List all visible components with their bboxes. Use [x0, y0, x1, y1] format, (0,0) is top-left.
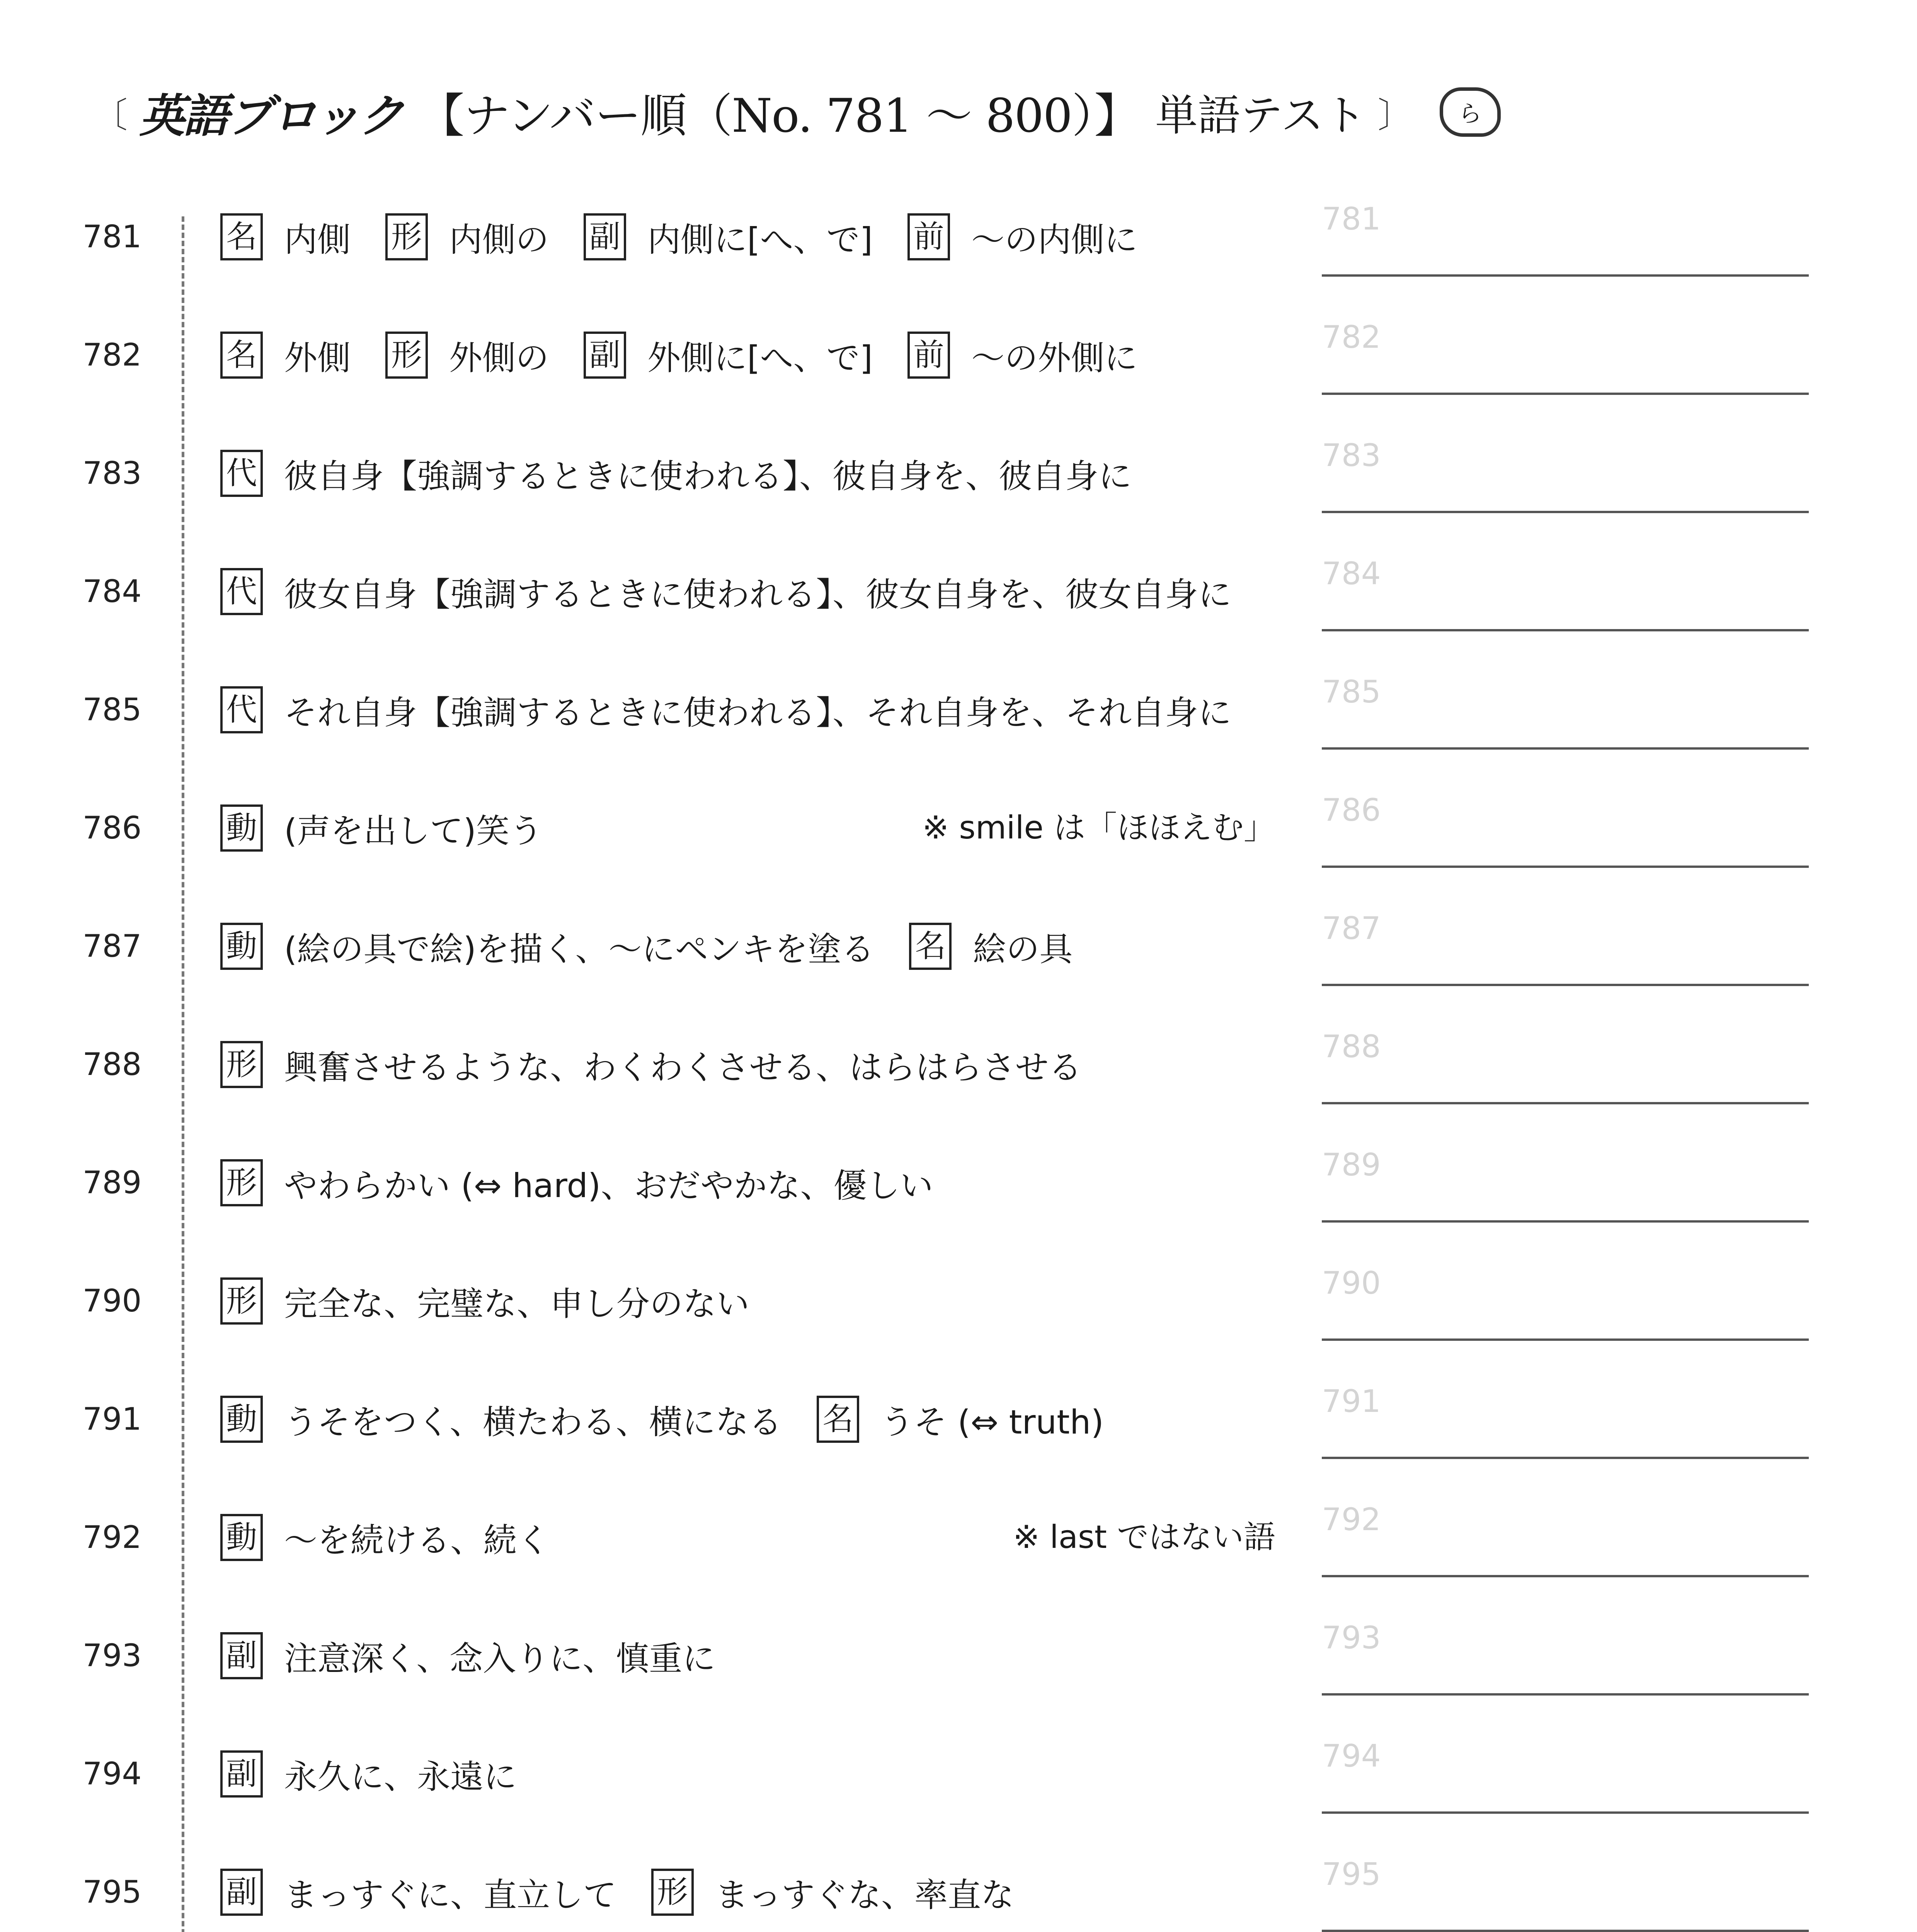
- definition-segment: [220, 1041, 1082, 1088]
- item-number: 781: [82, 219, 142, 255]
- part-of-speech-badge: 名: [909, 923, 952, 970]
- item-number: 792: [82, 1519, 142, 1555]
- usage-note: ※ last ではない語: [1013, 1519, 1275, 1556]
- item-number: 793: [82, 1638, 142, 1673]
- definition-segment: [909, 922, 1073, 970]
- item-number: 795: [82, 1874, 142, 1910]
- part-of-speech-badge: 副: [220, 1632, 263, 1679]
- page-header: [81, 73, 1782, 151]
- definition-text: 永久に、永遠に: [284, 1758, 517, 1796]
- definition: [220, 296, 1287, 414]
- definition-text: ～の内側に: [971, 221, 1138, 259]
- definition: [220, 1124, 1287, 1242]
- answer-line[interactable]: [1322, 1383, 1809, 1459]
- part-of-speech-badge: 動: [220, 923, 263, 970]
- answer-ghost-number: 793: [1322, 1620, 1381, 1656]
- definition-segment: [220, 1514, 550, 1561]
- word-row: [0, 1715, 1917, 1833]
- word-row: [0, 1478, 1917, 1597]
- part-of-speech-badge: 代: [220, 568, 263, 615]
- word-row: [0, 1124, 1917, 1242]
- definition: [220, 1242, 1287, 1360]
- part-of-speech-badge: 前: [907, 332, 950, 379]
- part-of-speech-badge: 動: [220, 804, 263, 852]
- answer-line[interactable]: [1322, 1147, 1809, 1223]
- header-bracket-left: 〔: [93, 95, 128, 136]
- part-of-speech-badge: 動: [220, 1514, 263, 1561]
- definition-segment: [220, 686, 1231, 734]
- definition: [220, 1597, 1287, 1715]
- part-of-speech-badge: 副: [220, 1869, 263, 1916]
- answer-line[interactable]: [1322, 437, 1809, 513]
- answer-ghost-number: 785: [1322, 674, 1381, 710]
- definition-text: まっすぐな、率直な: [715, 1876, 1014, 1915]
- item-number: 788: [82, 1046, 142, 1082]
- definition-text: ～の外側に: [971, 339, 1138, 378]
- word-row: [0, 1597, 1917, 1715]
- definition-segment: [220, 331, 351, 379]
- definition-segment: [220, 1159, 933, 1207]
- item-number: 786: [82, 810, 142, 846]
- word-row: [0, 532, 1917, 651]
- definition-segment: [220, 922, 874, 970]
- answer-line[interactable]: [1322, 1265, 1809, 1341]
- answer-line[interactable]: [1322, 1502, 1809, 1577]
- definition-text: 内側: [284, 221, 351, 259]
- item-number: 790: [82, 1283, 142, 1319]
- definition-text: うそをつく、横たわる、横になる: [284, 1403, 782, 1442]
- part-of-speech-badge: 形: [385, 332, 428, 379]
- word-row: [0, 1242, 1917, 1360]
- answer-ghost-number: 789: [1322, 1147, 1381, 1183]
- definition-segment: [907, 213, 1137, 261]
- item-number: 785: [82, 692, 142, 728]
- part-of-speech-badge: 名: [220, 332, 263, 379]
- answer-ghost-number: 787: [1322, 910, 1381, 946]
- definition-segment: [817, 1395, 1104, 1443]
- part-of-speech-badge: 形: [220, 1041, 263, 1088]
- answer-ghost-number: 781: [1322, 201, 1381, 237]
- answer-ghost-number: 795: [1322, 1856, 1381, 1892]
- part-of-speech-badge: 代: [220, 450, 263, 497]
- note-area: [850, 769, 1275, 887]
- page-title: 【ナンバー順（No. 781 ～ 800）】: [418, 89, 1140, 143]
- word-row: [0, 1360, 1917, 1478]
- item-number: 789: [82, 1165, 142, 1201]
- item-number: 783: [82, 455, 142, 491]
- definition-segment: [220, 568, 1231, 616]
- answer-line[interactable]: [1322, 1029, 1809, 1104]
- definition-segment: [220, 449, 1132, 497]
- word-row: [0, 178, 1917, 296]
- page-subtitle: 単語テスト: [1155, 91, 1366, 140]
- definition-segment: [220, 213, 351, 261]
- item-number: 782: [82, 337, 142, 373]
- definition: [220, 651, 1287, 769]
- logo-text: 英語ブロック: [139, 89, 403, 143]
- part-of-speech-badge: 名: [220, 213, 263, 260]
- definition-text: (声を出して)笑う: [284, 812, 543, 850]
- word-row: [0, 414, 1917, 532]
- answer-ghost-number: 794: [1322, 1738, 1381, 1774]
- definition-segment: [385, 213, 549, 261]
- definition: [220, 887, 1287, 1005]
- definition-text: 外側に[へ、で]: [647, 339, 873, 378]
- part-of-speech-badge: 形: [220, 1277, 263, 1325]
- definition: [220, 414, 1287, 532]
- answer-ghost-number: 790: [1322, 1265, 1381, 1301]
- answer-line[interactable]: [1322, 201, 1809, 277]
- definition-segment: [220, 1277, 749, 1325]
- word-row: [0, 1833, 1917, 1932]
- definition-segment: [584, 213, 873, 261]
- definition-text: 注意深く、念入りに、慎重に: [284, 1639, 716, 1678]
- item-number: 787: [82, 928, 142, 964]
- definition-segment: [584, 331, 873, 379]
- part-of-speech-badge: 形: [651, 1869, 694, 1916]
- definition-segment: [220, 1868, 616, 1916]
- definition-segment: [651, 1868, 1014, 1916]
- part-of-speech-badge: 動: [220, 1396, 263, 1443]
- answer-ghost-number: 783: [1322, 437, 1381, 473]
- definition: [220, 1715, 1287, 1833]
- definition-text: やわらかい (⇔ hard)、おだやかな、優しい: [284, 1167, 933, 1205]
- definition-segment: [220, 804, 543, 852]
- definition-segment: [220, 1395, 782, 1443]
- part-of-speech-badge: 副: [584, 213, 626, 260]
- definition: [220, 1005, 1287, 1124]
- definition-segment: [220, 1750, 517, 1798]
- definition-segment: [385, 331, 549, 379]
- part-of-speech-badge: 副: [584, 332, 626, 379]
- answer-ghost-number: 786: [1322, 792, 1381, 828]
- answer-ghost-number: 792: [1322, 1502, 1381, 1537]
- definition-text: (絵の具で絵)を描く、～にペンキを塗る: [284, 930, 875, 969]
- usage-note: ※ smile は「ほほえむ」: [922, 810, 1275, 846]
- definition: [220, 1833, 1287, 1932]
- definition-text: 絵の具: [973, 930, 1073, 969]
- definition-text: 完全な、完璧な、申し分のない: [284, 1285, 749, 1323]
- answer-line[interactable]: [1322, 556, 1809, 631]
- answer-ghost-number: 782: [1322, 319, 1381, 355]
- answer-line[interactable]: [1322, 1856, 1809, 1932]
- part-of-speech-badge: 副: [220, 1750, 263, 1798]
- word-row: [0, 296, 1917, 414]
- answer-ghost-number: 791: [1322, 1383, 1381, 1419]
- item-number: 784: [82, 573, 142, 609]
- definition-text: 内側の: [449, 221, 549, 259]
- answer-line[interactable]: [1322, 792, 1809, 868]
- word-row: [0, 887, 1917, 1005]
- item-number: 794: [82, 1756, 142, 1792]
- definition-segment: [220, 1632, 715, 1680]
- mascot-face-glyph: ら: [1458, 100, 1482, 128]
- header-bracket-right: 〕: [1377, 95, 1413, 136]
- definition: [220, 532, 1287, 651]
- definition-text: 彼女自身【強調するときに使われる】、彼女自身を、彼女自身に: [284, 575, 1231, 614]
- part-of-speech-badge: 名: [817, 1396, 859, 1443]
- definition-text: うそ (⇔ truth): [880, 1403, 1104, 1442]
- word-row: [0, 1005, 1917, 1124]
- part-of-speech-badge: 形: [385, 213, 428, 260]
- part-of-speech-badge: 前: [907, 213, 950, 260]
- mascot-face-icon: [1440, 87, 1501, 137]
- answer-line[interactable]: [1322, 910, 1809, 986]
- definition-text: 内側に[へ、で]: [647, 221, 873, 259]
- definition-text: ～を続ける、続く: [284, 1521, 550, 1560]
- answer-ghost-number: 784: [1322, 556, 1381, 592]
- word-row: [0, 651, 1917, 769]
- note-area: [850, 1478, 1275, 1597]
- part-of-speech-badge: 形: [220, 1159, 263, 1206]
- definition-text: それ自身【強調するときに使われる】、それ自身を、それ自身に: [284, 694, 1231, 732]
- answer-line[interactable]: [1322, 1738, 1809, 1814]
- definition-text: 興奮させるような、わくわくさせる、はらはらさせる: [284, 1048, 1082, 1087]
- definition-segment: [907, 331, 1137, 379]
- definition-text: 外側の: [449, 339, 549, 378]
- part-of-speech-badge: 代: [220, 686, 263, 733]
- answer-line[interactable]: [1322, 1620, 1809, 1696]
- answer-ghost-number: 788: [1322, 1029, 1381, 1065]
- answer-line[interactable]: [1322, 319, 1809, 395]
- item-number: 791: [82, 1401, 142, 1437]
- word-row: [0, 769, 1917, 887]
- definition-text: 彼自身【強調するときに使われる】、彼自身を、彼自身に: [284, 457, 1132, 496]
- definition: [220, 178, 1287, 296]
- definition-text: まっすぐに、直立して: [284, 1876, 616, 1915]
- answer-line[interactable]: [1322, 674, 1809, 750]
- definition: [220, 1360, 1287, 1478]
- definition-text: 外側: [284, 339, 351, 378]
